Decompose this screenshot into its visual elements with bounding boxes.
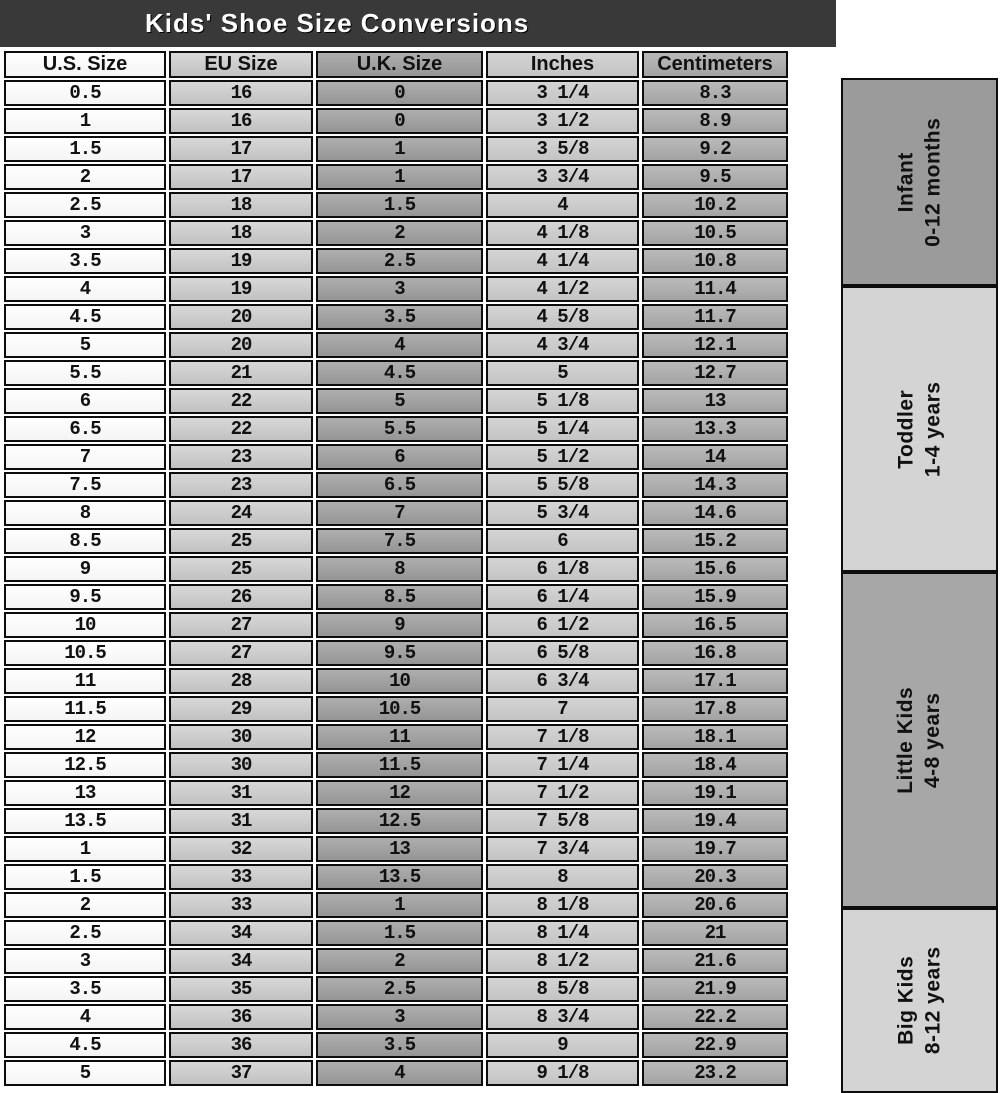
age-group-range: 8-12 years: [921, 946, 945, 1055]
cell-us-size: 2: [4, 164, 166, 190]
cell-us-size: 4.5: [4, 1032, 166, 1058]
cell-eu-size: 18: [169, 220, 313, 246]
cell-uk-size: 4: [316, 1060, 483, 1086]
cell-uk-size: 12.5: [316, 808, 483, 834]
cell-us-size: 5: [4, 1060, 166, 1086]
cell-uk-size: 2: [316, 948, 483, 974]
cell-eu-size: 32: [169, 836, 313, 862]
cell-eu-size: 34: [169, 948, 313, 974]
cell-inches: 8 5/8: [486, 976, 639, 1002]
cell-inches: 7 3/4: [486, 836, 639, 862]
cell-inches: 3 1/4: [486, 80, 639, 106]
cell-uk-size: 13.5: [316, 864, 483, 890]
age-group-name: Big Kids: [894, 955, 918, 1046]
cell-eu-size: 28: [169, 668, 313, 694]
cell-uk-size: 6.5: [316, 472, 483, 498]
cell-inches: 4: [486, 192, 639, 218]
cell-centimeters: 19.1: [642, 780, 788, 806]
cell-eu-size: 16: [169, 80, 313, 106]
cell-us-size: 13.5: [4, 808, 166, 834]
cell-inches: 5 1/2: [486, 444, 639, 470]
cell-eu-size: 20: [169, 332, 313, 358]
cell-centimeters: 10.5: [642, 220, 788, 246]
table-row: [4, 360, 788, 386]
cell-uk-size: 5.5: [316, 416, 483, 442]
table-row: [4, 80, 788, 106]
cell-uk-size: 6: [316, 444, 483, 470]
column-header-centimeters: Centimeters: [642, 51, 788, 78]
cell-inches: 8 1/8: [486, 892, 639, 918]
cell-centimeters: 12.7: [642, 360, 788, 386]
column-header-uk-size: U.K. Size: [316, 51, 483, 78]
table-row: [4, 836, 788, 862]
cell-centimeters: 13: [642, 388, 788, 414]
cell-inches: 9: [486, 1032, 639, 1058]
age-group-toddler: [841, 286, 998, 572]
table-row: [4, 248, 788, 274]
cell-inches: 7: [486, 696, 639, 722]
cell-centimeters: 10.8: [642, 248, 788, 274]
cell-inches: 5: [486, 360, 639, 386]
cell-inches: 6 3/4: [486, 668, 639, 694]
cell-centimeters: 19.4: [642, 808, 788, 834]
table-row: [4, 416, 788, 442]
table-row: [4, 332, 788, 358]
cell-us-size: 1: [4, 836, 166, 862]
cell-us-size: 1.5: [4, 864, 166, 890]
cell-eu-size: 31: [169, 780, 313, 806]
cell-centimeters: 15.2: [642, 528, 788, 554]
cell-centimeters: 9.2: [642, 136, 788, 162]
cell-us-size: 10.5: [4, 640, 166, 666]
cell-uk-size: 1: [316, 892, 483, 918]
age-group-label: [892, 117, 947, 246]
cell-uk-size: 0: [316, 80, 483, 106]
cell-us-size: 1.5: [4, 136, 166, 162]
cell-inches: 7 1/8: [486, 724, 639, 750]
cell-us-size: 4.5: [4, 304, 166, 330]
table-row: [4, 584, 788, 610]
cell-uk-size: 11.5: [316, 752, 483, 778]
cell-inches: 9 1/8: [486, 1060, 639, 1086]
cell-us-size: 11: [4, 668, 166, 694]
cell-uk-size: 9.5: [316, 640, 483, 666]
cell-uk-size: 3: [316, 1004, 483, 1030]
cell-centimeters: 19.7: [642, 836, 788, 862]
cell-us-size: 10: [4, 612, 166, 638]
cell-uk-size: 3.5: [316, 1032, 483, 1058]
cell-eu-size: 22: [169, 416, 313, 442]
cell-centimeters: 16.5: [642, 612, 788, 638]
cell-uk-size: 1.5: [316, 192, 483, 218]
cell-centimeters: 12.1: [642, 332, 788, 358]
cell-eu-size: 33: [169, 864, 313, 890]
cell-eu-size: 16: [169, 108, 313, 134]
cell-us-size: 1: [4, 108, 166, 134]
cell-uk-size: 10.5: [316, 696, 483, 722]
cell-centimeters: 20.3: [642, 864, 788, 890]
table-row: [4, 472, 788, 498]
table-row: [4, 276, 788, 302]
page-title: Kids' Shoe Size Conversions: [145, 8, 530, 38]
cell-inches: 3 1/2: [486, 108, 639, 134]
cell-uk-size: 3: [316, 276, 483, 302]
cell-inches: 7 1/4: [486, 752, 639, 778]
cell-inches: 4 5/8: [486, 304, 639, 330]
cell-centimeters: 13.3: [642, 416, 788, 442]
cell-uk-size: 2: [316, 220, 483, 246]
table-row: [4, 920, 788, 946]
cell-uk-size: 2.5: [316, 976, 483, 1002]
cell-inches: 5 5/8: [486, 472, 639, 498]
cell-inches: 3 3/4: [486, 164, 639, 190]
cell-us-size: 3: [4, 220, 166, 246]
cell-us-size: 0.5: [4, 80, 166, 106]
age-group-label: [892, 947, 947, 1055]
cell-uk-size: 11: [316, 724, 483, 750]
cell-inches: 8 1/2: [486, 948, 639, 974]
table-row: [4, 528, 788, 554]
cell-inches: 8 3/4: [486, 1004, 639, 1030]
cell-centimeters: 8.3: [642, 80, 788, 106]
cell-centimeters: 22.2: [642, 1004, 788, 1030]
table-row: [4, 444, 788, 470]
table-row: [4, 612, 788, 638]
cell-centimeters: 16.8: [642, 640, 788, 666]
cell-us-size: 9.5: [4, 584, 166, 610]
cell-us-size: 3.5: [4, 976, 166, 1002]
cell-us-size: 12: [4, 724, 166, 750]
cell-us-size: 11.5: [4, 696, 166, 722]
cell-centimeters: 10.2: [642, 192, 788, 218]
age-group-name: Little Kids: [894, 686, 918, 794]
age-group-range: 0-12 months: [921, 117, 945, 247]
cell-uk-size: 4: [316, 332, 483, 358]
table-row: [4, 108, 788, 134]
cell-us-size: 6: [4, 388, 166, 414]
cell-centimeters: 17.1: [642, 668, 788, 694]
cell-eu-size: 31: [169, 808, 313, 834]
cell-eu-size: 34: [169, 920, 313, 946]
cell-eu-size: 23: [169, 444, 313, 470]
cell-centimeters: 15.6: [642, 556, 788, 582]
cell-eu-size: 35: [169, 976, 313, 1002]
cell-centimeters: 23.2: [642, 1060, 788, 1086]
cell-eu-size: 18: [169, 192, 313, 218]
cell-centimeters: 21.6: [642, 948, 788, 974]
table-row: [4, 388, 788, 414]
table-row: [4, 192, 788, 218]
cell-inches: 4 1/8: [486, 220, 639, 246]
cell-inches: 5 1/8: [486, 388, 639, 414]
cell-inches: 4 1/2: [486, 276, 639, 302]
table-row: [4, 668, 788, 694]
table-row: [4, 780, 788, 806]
age-group-name: Toddler: [894, 389, 918, 469]
cell-inches: 8 1/4: [486, 920, 639, 946]
cell-uk-size: 13: [316, 836, 483, 862]
cell-eu-size: 33: [169, 892, 313, 918]
cell-eu-size: 17: [169, 164, 313, 190]
cell-uk-size: 10: [316, 668, 483, 694]
cell-centimeters: 18.4: [642, 752, 788, 778]
column-header-us-size: U.S. Size: [4, 51, 166, 78]
cell-eu-size: 22: [169, 388, 313, 414]
cell-inches: 6 1/2: [486, 612, 639, 638]
table-row: [4, 1032, 788, 1058]
cell-eu-size: 19: [169, 276, 313, 302]
cell-inches: 7 5/8: [486, 808, 639, 834]
table-row: [4, 220, 788, 246]
cell-us-size: 9: [4, 556, 166, 582]
cell-centimeters: 18.1: [642, 724, 788, 750]
cell-eu-size: 25: [169, 528, 313, 554]
cell-uk-size: 8.5: [316, 584, 483, 610]
cell-us-size: 6.5: [4, 416, 166, 442]
table-row: [4, 892, 788, 918]
table-row: [4, 948, 788, 974]
cell-uk-size: 7: [316, 500, 483, 526]
cell-uk-size: 12: [316, 780, 483, 806]
age-group-infant: [841, 78, 998, 286]
cell-us-size: 3: [4, 948, 166, 974]
cell-eu-size: 30: [169, 752, 313, 778]
cell-inches: 6 5/8: [486, 640, 639, 666]
cell-centimeters: 21.9: [642, 976, 788, 1002]
cell-eu-size: 21: [169, 360, 313, 386]
cell-us-size: 5.5: [4, 360, 166, 386]
table-row: [4, 696, 788, 722]
cell-uk-size: 8: [316, 556, 483, 582]
age-group-label: [892, 381, 947, 477]
cell-inches: 6: [486, 528, 639, 554]
table-row: [4, 556, 788, 582]
table-row: [4, 1004, 788, 1030]
cell-us-size: 2.5: [4, 920, 166, 946]
cell-eu-size: 17: [169, 136, 313, 162]
cell-centimeters: 15.9: [642, 584, 788, 610]
cell-centimeters: 14: [642, 444, 788, 470]
table-row: [4, 136, 788, 162]
cell-eu-size: 27: [169, 640, 313, 666]
cell-us-size: 4: [4, 1004, 166, 1030]
cell-us-size: 7: [4, 444, 166, 470]
cell-centimeters: 9.5: [642, 164, 788, 190]
table-row: [4, 724, 788, 750]
cell-uk-size: 1: [316, 164, 483, 190]
cell-eu-size: 36: [169, 1004, 313, 1030]
cell-centimeters: 21: [642, 920, 788, 946]
table-row: [4, 1060, 788, 1086]
cell-us-size: 12.5: [4, 752, 166, 778]
cell-us-size: 2: [4, 892, 166, 918]
cell-uk-size: 0: [316, 108, 483, 134]
cell-uk-size: 7.5: [316, 528, 483, 554]
cell-eu-size: 19: [169, 248, 313, 274]
cell-centimeters: 14.3: [642, 472, 788, 498]
cell-centimeters: 17.8: [642, 696, 788, 722]
cell-inches: 6 1/4: [486, 584, 639, 610]
cell-inches: 5 3/4: [486, 500, 639, 526]
cell-uk-size: 5: [316, 388, 483, 414]
table-header-row: [4, 51, 788, 78]
cell-us-size: 4: [4, 276, 166, 302]
cell-us-size: 8.5: [4, 528, 166, 554]
table-row: [4, 500, 788, 526]
title-bar: [0, 0, 836, 47]
cell-eu-size: 24: [169, 500, 313, 526]
cell-centimeters: 8.9: [642, 108, 788, 134]
table-row: [4, 752, 788, 778]
cell-inches: 4 3/4: [486, 332, 639, 358]
cell-inches: 5 1/4: [486, 416, 639, 442]
cell-us-size: 8: [4, 500, 166, 526]
cell-centimeters: 14.6: [642, 500, 788, 526]
table-row: [4, 976, 788, 1002]
cell-inches: 6 1/8: [486, 556, 639, 582]
cell-us-size: 2.5: [4, 192, 166, 218]
cell-eu-size: 26: [169, 584, 313, 610]
cell-eu-size: 36: [169, 1032, 313, 1058]
age-group-big-kids: [841, 908, 998, 1093]
age-group-range: 4-8 years: [921, 692, 945, 788]
column-header-eu-size: EU Size: [169, 51, 313, 78]
cell-inches: 8: [486, 864, 639, 890]
table-row: [4, 808, 788, 834]
cell-us-size: 5: [4, 332, 166, 358]
age-group-little-kids: [841, 572, 998, 908]
cell-eu-size: 29: [169, 696, 313, 722]
cell-eu-size: 23: [169, 472, 313, 498]
cell-eu-size: 25: [169, 556, 313, 582]
age-group-name: Infant: [894, 151, 918, 213]
cell-centimeters: 20.6: [642, 892, 788, 918]
cell-uk-size: 1.5: [316, 920, 483, 946]
conversion-table: [1, 49, 791, 1088]
cell-eu-size: 37: [169, 1060, 313, 1086]
cell-eu-size: 27: [169, 612, 313, 638]
table-row: [4, 640, 788, 666]
cell-uk-size: 4.5: [316, 360, 483, 386]
column-header-inches: Inches: [486, 51, 639, 78]
age-group-label: [892, 686, 947, 793]
cell-uk-size: 9: [316, 612, 483, 638]
cell-uk-size: 1: [316, 136, 483, 162]
cell-centimeters: 11.4: [642, 276, 788, 302]
cell-us-size: 3.5: [4, 248, 166, 274]
table-row: [4, 164, 788, 190]
cell-us-size: 13: [4, 780, 166, 806]
cell-centimeters: 22.9: [642, 1032, 788, 1058]
cell-inches: 7 1/2: [486, 780, 639, 806]
table-row: [4, 304, 788, 330]
cell-uk-size: 3.5: [316, 304, 483, 330]
table-row: [4, 864, 788, 890]
cell-uk-size: 2.5: [316, 248, 483, 274]
age-group-range: 1-4 years: [921, 381, 945, 477]
cell-inches: 4 1/4: [486, 248, 639, 274]
cell-centimeters: 11.7: [642, 304, 788, 330]
cell-eu-size: 30: [169, 724, 313, 750]
cell-eu-size: 20: [169, 304, 313, 330]
cell-inches: 3 5/8: [486, 136, 639, 162]
cell-us-size: 7.5: [4, 472, 166, 498]
